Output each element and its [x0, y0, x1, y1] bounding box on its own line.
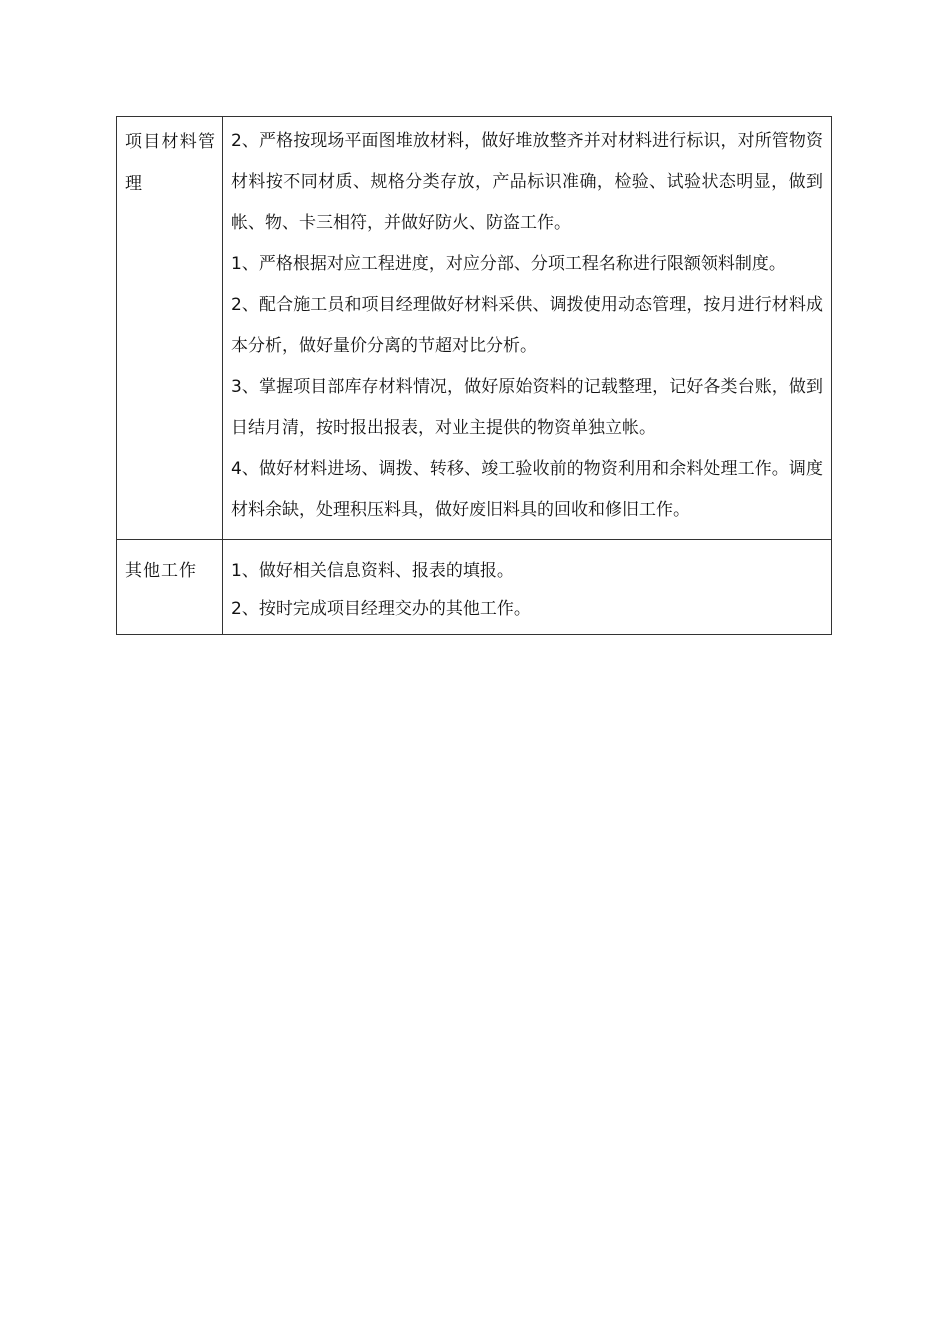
duty-item: 1、严格根据对应工程进度，对应分部、分项工程名称进行限额领料制度。	[231, 254, 786, 274]
duty-item: 2、按时完成项目经理交办的其他工作。	[231, 599, 531, 619]
row-label: 其他工作	[117, 540, 223, 635]
row-content	[223, 540, 832, 635]
duty-item: 3、掌握项目部库存材料情况，做好原始资料的记载整理，记好各类台账，做到日结月清，按时报出报表，对业主提供的物资单独立帐。	[231, 377, 823, 438]
row-label: 项目材料管理	[117, 117, 223, 540]
responsibilities-table	[116, 116, 832, 635]
duty-item: 2、配合施工员和项目经理做好材料采供、调拨使用动态管理，按月进行材料成本分析，做好量价分离的节超对比分析。	[231, 295, 823, 356]
duty-item: 2、严格按现场平面图堆放材料，做好堆放整齐并对材料进行标识，对所管物资材料按不同材质、规格分类存放，产品标识准确，检验、试验状态明显，做到帐、物、卡三相符，并做好防火、防盗工作。	[231, 131, 823, 233]
table-row-material-management	[117, 117, 832, 540]
duty-item: 1、做好相关信息资料、报表的填报。	[231, 561, 514, 581]
row-content	[223, 117, 832, 540]
table-row-other-work	[117, 540, 832, 635]
duty-item: 4、做好材料进场、调拨、转移、竣工验收前的物资利用和余料处理工作。调度材料余缺，处理积压料具，做好废旧料具的回收和修旧工作。	[231, 459, 823, 520]
